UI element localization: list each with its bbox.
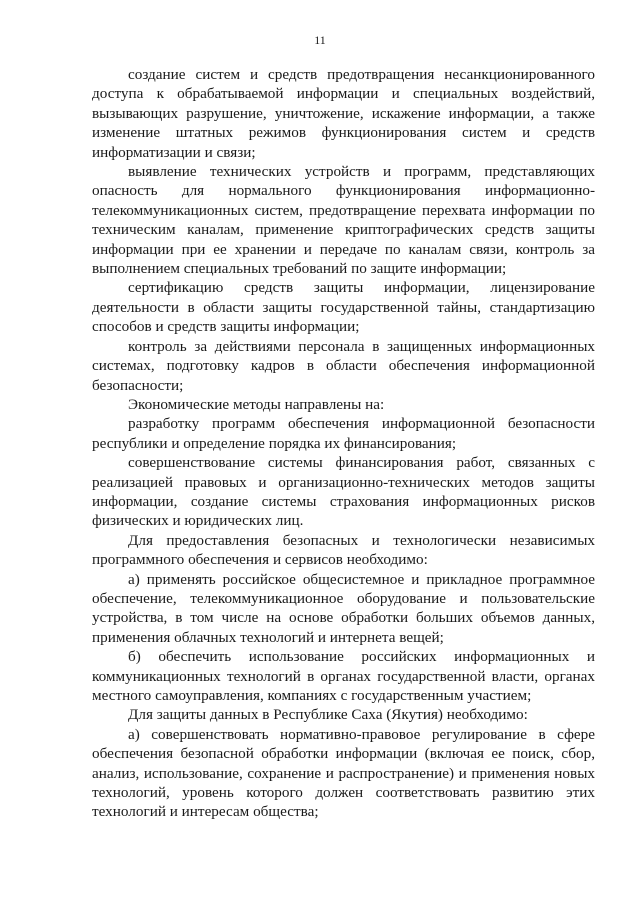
page-number: 11 xyxy=(314,33,326,47)
document-body xyxy=(92,65,595,822)
paragraph: Для защиты данных в Республике Саха (Якутия) необходимо: xyxy=(128,706,528,724)
paragraph: б) обеспечить использование российских информационных и коммуникационных технологий в органах государственной власти, органах местного самоуправления, компаниях с государственным участием; xyxy=(92,648,595,704)
paragraph: Экономические методы направлены на: xyxy=(128,395,385,413)
paragraph: разработку программ обеспечения информационной безопасности республики и определение порядка их финансирования; xyxy=(92,415,595,452)
paragraph: контроль за действиями персонала в защищенных информационных системах, подготовку кадров в области обеспечения информационной безопасности; xyxy=(92,337,595,394)
paragraph: а) совершенствовать нормативно-правовое регулирование в сфере обеспечения безопасной обработки информации (включая ее поиск, сбор, анализ, использование, сохранение и распространение) и применения новых технологий, уровень которого должен соответствовать развитию этих технологий и интересам общества; xyxy=(92,725,595,821)
paragraph: Для предоставления безопасных и технологически независимых программного обеспечения и сервисов необходимо: xyxy=(92,531,595,569)
paragraph: сертификацию средств защиты информации, лицензирование деятельности в области защиты государственной тайны, стандартизацию способов и средств защиты информации; xyxy=(92,279,595,336)
paragraph: совершенствование системы финансирования работ, связанных с реализацией правовых и организационно-технических методов защиты информации, создание системы страхования информационных рисков физических и юридических лиц. xyxy=(92,454,595,530)
paragraph: а) применять российское общесистемное и прикладное программное обеспечение, телекоммуникационное оборудование и пользовательские устройства, в том числе на основе обработки больших объемов данных, применения облачных технологий и интернета вещей; xyxy=(92,570,595,646)
paragraph: выявление технических устройств и программ, представляющих опасность для нормального функционирования информационно-телекоммуникационных систем, предотвращение перехвата информации по техническим каналам, применение криптографических средств защиты информации при ее хранении и передаче по каналам связи, контроль за выполнением специальных требований по защите информации; xyxy=(92,163,595,278)
paragraph: создание систем и средств предотвращения несанкционированного доступа к обрабатываемой информации и специальных воздействий, вызывающих разрушение, уничтожение, искажение информации, а также изменение штатных режимов функционирования систем и средств информатизации и связи; xyxy=(92,66,595,161)
